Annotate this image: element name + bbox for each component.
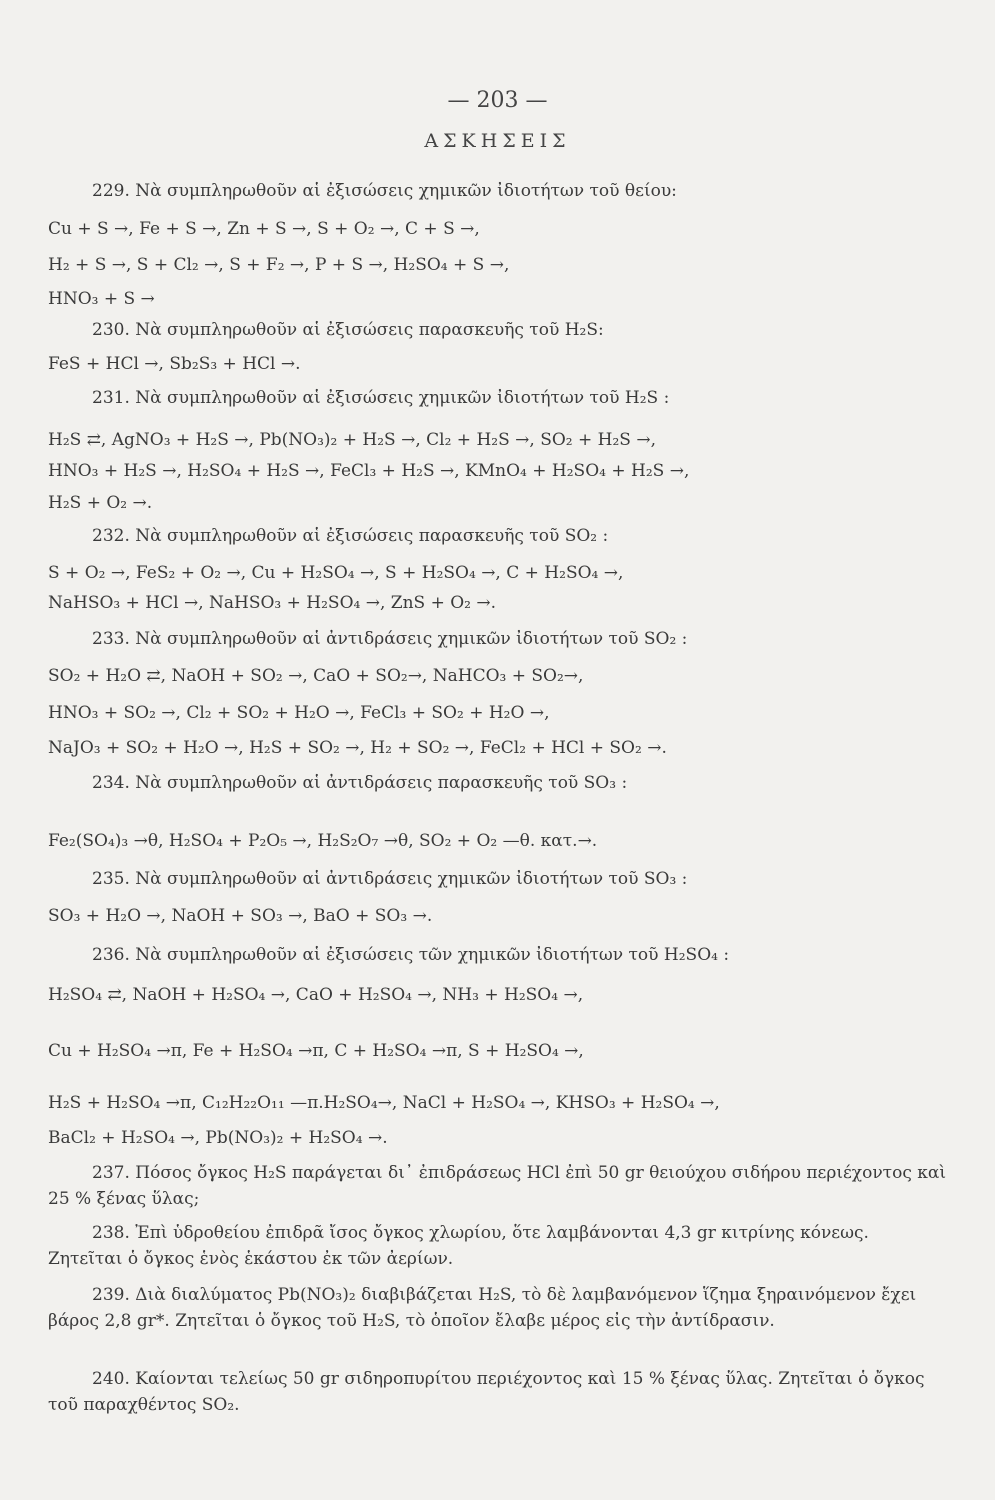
exercise-231-line-2: HNO₃ + H₂S →, H₂SO₄ + H₂S →, FeCl₃ + H₂S →, KMnO₄ + H₂SO₄ + H₂S →, xyxy=(48,461,690,481)
exercise-233-line-2: HNO₃ + SO₂ →, Cl₂ + SO₂ + H₂O →, FeCl₃ + SO₂ + H₂O →, xyxy=(48,703,550,723)
exercise-231-line-1: H₂S ⇄, AgNO₃ + H₂S →, Pb(NO₃)₂ + H₂S →, Cl₂ + H₂S →, SO₂ + H₂S →, xyxy=(48,430,656,450)
exercise-236-line-4: BaCl₂ + H₂SO₄ →, Pb(NO₃)₂ + H₂SO₄ →. xyxy=(48,1128,388,1148)
exercise-233-line-1: SO₂ + H₂O ⇄, NaOH + SO₂ →, CaO + SO₂→, NaHCO₃ + SO₂→, xyxy=(48,666,584,686)
section-heading: ΑΣΚΗΣΕΙΣ xyxy=(424,130,571,152)
exercise-237: 237. Πόσος ὄγκος H₂S παράγεται δι᾽ ἐπιδράσεως HCl ἐπὶ 50 gr θειούχου σιδήρου περιέχοντος καὶ 25 % ξένας ὕλας; xyxy=(48,1163,947,1209)
exercise-236-line-2: Cu + H₂SO₄ →π, Fe + H₂SO₄ →π, C + H₂SO₄ →π, S + H₂SO₄ →, xyxy=(48,1041,584,1061)
exercise-239: 239. Διὰ διαλύματος Pb(NO₃)₂ διαβιβάζεται H₂S, τὸ δὲ λαμβανόμενον ἵζημα ξηραινόμενον ἔχει βάρος 2,8 gr*. Ζητεῖται ὁ ὄγκος τοῦ H₂S, τὸ ὁποῖον ἔλαβε μέρος εἰς τὴν ἀντίδρασιν. xyxy=(48,1285,917,1331)
exercise-231-line-3: H₂S + O₂ →. xyxy=(48,493,153,513)
exercise-236-line-3: H₂S + H₂SO₄ →π, C₁₂H₂₂O₁₁ —π.H₂SO₄→, NaCl + H₂SO₄ →, KHSO₃ + H₂SO₄ →, xyxy=(48,1093,720,1113)
exercise-230-line-1: FeS + HCl →, Sb₂S₃ + HCl →. xyxy=(48,354,301,374)
exercise-238: 238. Ἐπὶ ὑδροθείου ἐπιδρᾶ ἴσος ὄγκος χλωρίου, ὅτε λαμβάνονται 4,3 gr κιτρίνης κόνεως. Ζητεῖται ὁ ὄγκος ἑνὸς ἑκάστου ἐκ τῶν ἀερίων. xyxy=(48,1223,869,1269)
exercise-230-title: 230. Νὰ συμπληρωθοῦν αἱ ἐξισώσεις παρασκευῆς τοῦ H₂S: xyxy=(92,320,604,340)
exercise-236-title: 236. Νὰ συμπληρωθοῦν αἱ ἐξισώσεις τῶν χημικῶν ἰδιοτήτων τοῦ H₂SO₄ : xyxy=(92,945,730,965)
exercise-234-title: 234. Νὰ συμπληρωθοῦν αἱ ἀντιδράσεις παρασκευῆς τοῦ SO₃ : xyxy=(92,773,628,793)
exercise-235-title: 235. Νὰ συμπληρωθοῦν αἱ ἀντιδράσεις χημικῶν ἰδιοτήτων τοῦ SO₃ : xyxy=(92,869,688,889)
exercise-234-line-1: Fe₂(SO₄)₃ →θ, H₂SO₄ + P₂O₅ →, H₂S₂O₇ →θ, SO₂ + O₂ —θ. κατ.→. xyxy=(48,831,598,851)
exercise-233-line-3: NaJO₃ + SO₂ + H₂O →, H₂S + SO₂ →, H₂ + SO₂ →, FeCl₂ + HCl + SO₂ →. xyxy=(48,738,667,758)
exercise-229-line-2: H₂ + S →, S + Cl₂ →, S + F₂ →, P + S →, H₂SO₄ + S →, xyxy=(48,255,510,275)
exercise-229-line-1: Cu + S →, Fe + S →, Zn + S →, S + O₂ →, C + S →, xyxy=(48,219,480,239)
exercise-232-title: 232. Νὰ συμπληρωθοῦν αἱ ἐξισώσεις παρασκευῆς τοῦ SO₂ : xyxy=(92,526,609,546)
exercise-229-title: 229. Νὰ συμπληρωθοῦν αἱ ἐξισώσεις χημικῶν ἰδιοτήτων τοῦ θείου: xyxy=(92,181,677,201)
page-number: — 203 — xyxy=(447,88,548,113)
exercise-229-line-3: HNO₃ + S → xyxy=(48,289,155,309)
exercise-236-line-1: H₂SO₄ ⇄, NaOH + H₂SO₄ →, CaO + H₂SO₄ →, NH₃ + H₂SO₄ →, xyxy=(48,985,584,1005)
exercise-235-line-1: SO₃ + H₂O →, NaOH + SO₃ →, BaO + SO₃ →. xyxy=(48,906,433,926)
exercise-232-line-2: NaHSO₃ + HCl →, NaHSO₃ + H₂SO₄ →, ZnS + O₂ →. xyxy=(48,593,497,613)
exercise-231-title: 231. Νὰ συμπληρωθοῦν αἱ ἐξισώσεις χημικῶν ἰδιοτήτων τοῦ H₂S : xyxy=(92,388,670,408)
exercise-232-line-1: S + O₂ →, FeS₂ + O₂ →, Cu + H₂SO₄ →, S + H₂SO₄ →, C + H₂SO₄ →, xyxy=(48,563,624,583)
exercise-240: 240. Καίονται τελείως 50 gr σιδηροπυρίτου περιέχοντος καὶ 15 % ξένας ὕλας. Ζητεῖται ὁ ὄγκος τοῦ παραχθέντος SO₂. xyxy=(48,1369,925,1415)
exercise-233-title: 233. Νὰ συμπληρωθοῦν αἱ ἀντιδράσεις χημικῶν ἰδιοτήτων τοῦ SO₂ : xyxy=(92,629,688,649)
